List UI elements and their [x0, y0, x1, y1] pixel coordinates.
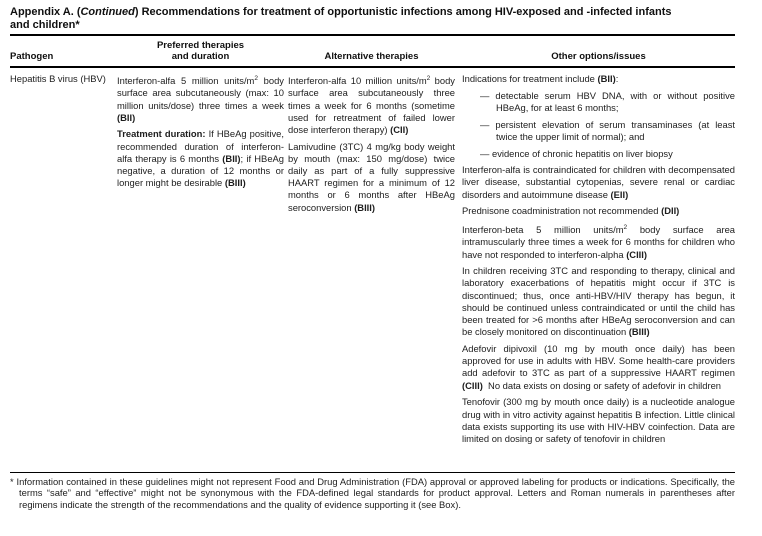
table-title [10, 6, 735, 31]
paragraph: Adefovir dipivoxil (10 mg by mouth once daily) has been approved for use in adults with HBV. Some health-care providers add adefovir to 3TC as part of a suppressive HAART regimen (CIII) No data exists on dosing or safety of adefovir in children [462, 342, 735, 391]
column-header-label: Pathogen [10, 51, 54, 62]
column-header-preferred-therapies [117, 40, 284, 62]
footnote: * Information contained in these guidelines might not represent Food and Drug Administration (FDA) approval or approved labeling for products or indications. Specifically, the terms “safe” and “effective” might not be synonymous with the FDA-defined legal standards for product approval. Letters and Roman numerals in parentheses after regimens indicate the strength of the recommendations and the quality of evidence supporting it (see Box). [10, 476, 735, 510]
column-header-label: Other options/issues [551, 51, 646, 62]
pathogen-name: Hepatitis B virus (HBV) [10, 73, 106, 84]
table-title-line-1: Appendix A. (Continued) Recommendations for treatment of opportunistic infections among HIV-exposed and -infected infants [10, 6, 672, 18]
paragraph: Lamivudine (3TC) 4 mg/kg body weight by mouth (max: 150 mg/dose) twice daily as part of a fully suppressive HAART regimen for a minimum of 12 months or 6 months after HBeAg seroconversion (BIII) [288, 140, 455, 213]
indication-item: — persistent elevation of serum transaminases (at least twice the upper limit of normal); and [480, 118, 735, 142]
paragraph: Tenofovir (300 mg by mouth once daily) is a nucleotide analogue drug with in vitro activity against hepatitis B infection. Little clinical data exists supporting its use with HIV-HBV coinfection. Data are limited on dosing or safety of tenofovir in children [462, 396, 735, 444]
column-header-label: Alternative therapies [324, 51, 419, 62]
cell-alternative-therapies [288, 73, 455, 218]
paragraph: Interferon-alfa 5 million units/$m^2$ body surface area subcutaneously (max: 10 million units/dose) three times a week (BII) [117, 75, 284, 123]
paragraph: Interferon-alfa is contraindicated for children with decompensated liver disease, substantial cytopenias, severe renal or cardiac disorders and autoimmune disease (EII) [462, 164, 735, 200]
table-row-hepatitis-b [10, 68, 735, 472]
paragraph: Indications for treatment include (BII): [462, 73, 619, 84]
indication-item: — detectable serum HBV DNA, with or without positive HBeAg, for at least 6 months; [480, 89, 735, 113]
cell-preferred-therapies [117, 73, 284, 194]
column-header-label-line: and duration [171, 51, 230, 62]
column-header-pathogen [10, 51, 113, 62]
paragraph: Treatment duration: If HBeAg positive, recommended duration of interferon-alfa therapy is 6 months (BII); if HBeAg negative, a duration of 12 months or longer might be desirable (BIII) [117, 128, 285, 189]
column-header-other-options [462, 51, 735, 62]
column-header-alternative-therapies [288, 51, 455, 62]
indication-item: — evidence of chronic hepatitis on liver biopsy [480, 147, 673, 159]
cell-other-options [462, 73, 735, 450]
table-header-row [10, 36, 735, 66]
cell-pathogen [10, 73, 113, 90]
table-title-line-2: and children* [10, 18, 80, 31]
column-header-label-line: Preferred therapies [156, 40, 245, 51]
paragraph: Prednisone coadministration not recommended (DII) [462, 205, 680, 217]
paragraph: Interferon-beta 5 million units/$m^2$ body surface area intramuscularly three times a week for 6 months for children who have not responded to interferon-alpha (CIII) [462, 224, 735, 260]
paragraph: In children receiving 3TC and responding to therapy, clinical and laboratory exacerbations of hepatitis might occur if 3TC is discontinued; thus, once anti-HBV/HIV therapy has begun, it should be continued unless contraindicated or until the child has been treated for >6 months after HBeAg seroconversion and can be closely monitored on discontinuation (BIII) [462, 265, 735, 338]
paragraph: Interferon-alfa 10 million units/$m^2$ body surface area subcutaneously three times a week for 6 months (sometime used for retreatment of failed lower dose interferon therapy) (CII) [288, 75, 455, 135]
